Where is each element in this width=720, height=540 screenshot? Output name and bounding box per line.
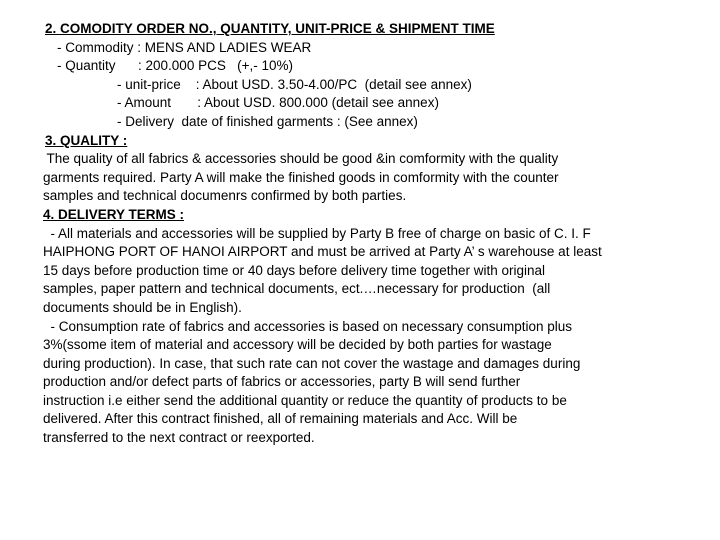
section-4-heading: 4. DELIVERY TERMS :	[43, 206, 185, 222]
quality-text-line: The quality of all fabrics & accessories should be good &in comformity with the quality	[43, 151, 559, 167]
delivery-terms-line: 15 days before production time or 40 days before delivery time together with original	[43, 262, 546, 278]
section-2-heading: 2. COMODITY ORDER NO., QUANTITY, UNIT-PRICE & SHIPMENT TIME	[45, 21, 495, 36]
consumption-line: delivered. After this contract finished, all of remaining materials and Acc. Will be	[43, 411, 518, 427]
consumption-line: instruction i.e either send the additional quantity or reduce the quantity of products to be	[43, 392, 567, 408]
quality-text-line: garments required. Party A will make the finished goods in comformity with the counter	[43, 169, 559, 185]
consumption-line: 3%(ssome item of material and accessory will be decided by both parties for wastage	[43, 337, 552, 353]
quality-text-line: samples and technical documenrs confirmed by both parties.	[43, 188, 407, 204]
unit-price-line: - unit-price : About USD. 3.50-4.00/PC (detail see annex)	[117, 76, 472, 92]
consumption-line: transferred to the next contract or reexported.	[43, 430, 315, 446]
delivery-terms-line: HAIPHONG PORT OF HANOI AIRPORT and must be arrived at Party A’ s warehouse at least	[43, 244, 602, 260]
document-page	[43, 20, 673, 448]
commodity-line: - Commodity : MENS AND LADIES WEAR	[57, 39, 312, 55]
amount-line: - Amount : About USD. 800.000 (detail see annex)	[117, 95, 439, 111]
consumption-line: - Consumption rate of fabrics and accessories is based on necessary consumption plus	[43, 318, 573, 334]
section-3-heading: 3. QUALITY :	[45, 132, 128, 148]
delivery-terms-line: - All materials and accessories will be supplied by Party B free of charge on basic of C. I. F	[43, 225, 591, 241]
delivery-line: - Delivery date of finished garments : (See annex)	[117, 113, 418, 129]
quantity-line: - Quantity : 200.000 PCS (+,- 10%)	[57, 58, 293, 74]
consumption-line: during production). In case, that such rate can not cover the wastage and damages during	[43, 355, 581, 371]
delivery-terms-line: samples, paper pattern and technical documents, ect.…necessary for production (all	[43, 281, 551, 297]
delivery-terms-line: documents should be in English).	[43, 299, 242, 315]
consumption-line: production and/or defect parts of fabrics or accessories, party B will send further	[43, 374, 521, 390]
